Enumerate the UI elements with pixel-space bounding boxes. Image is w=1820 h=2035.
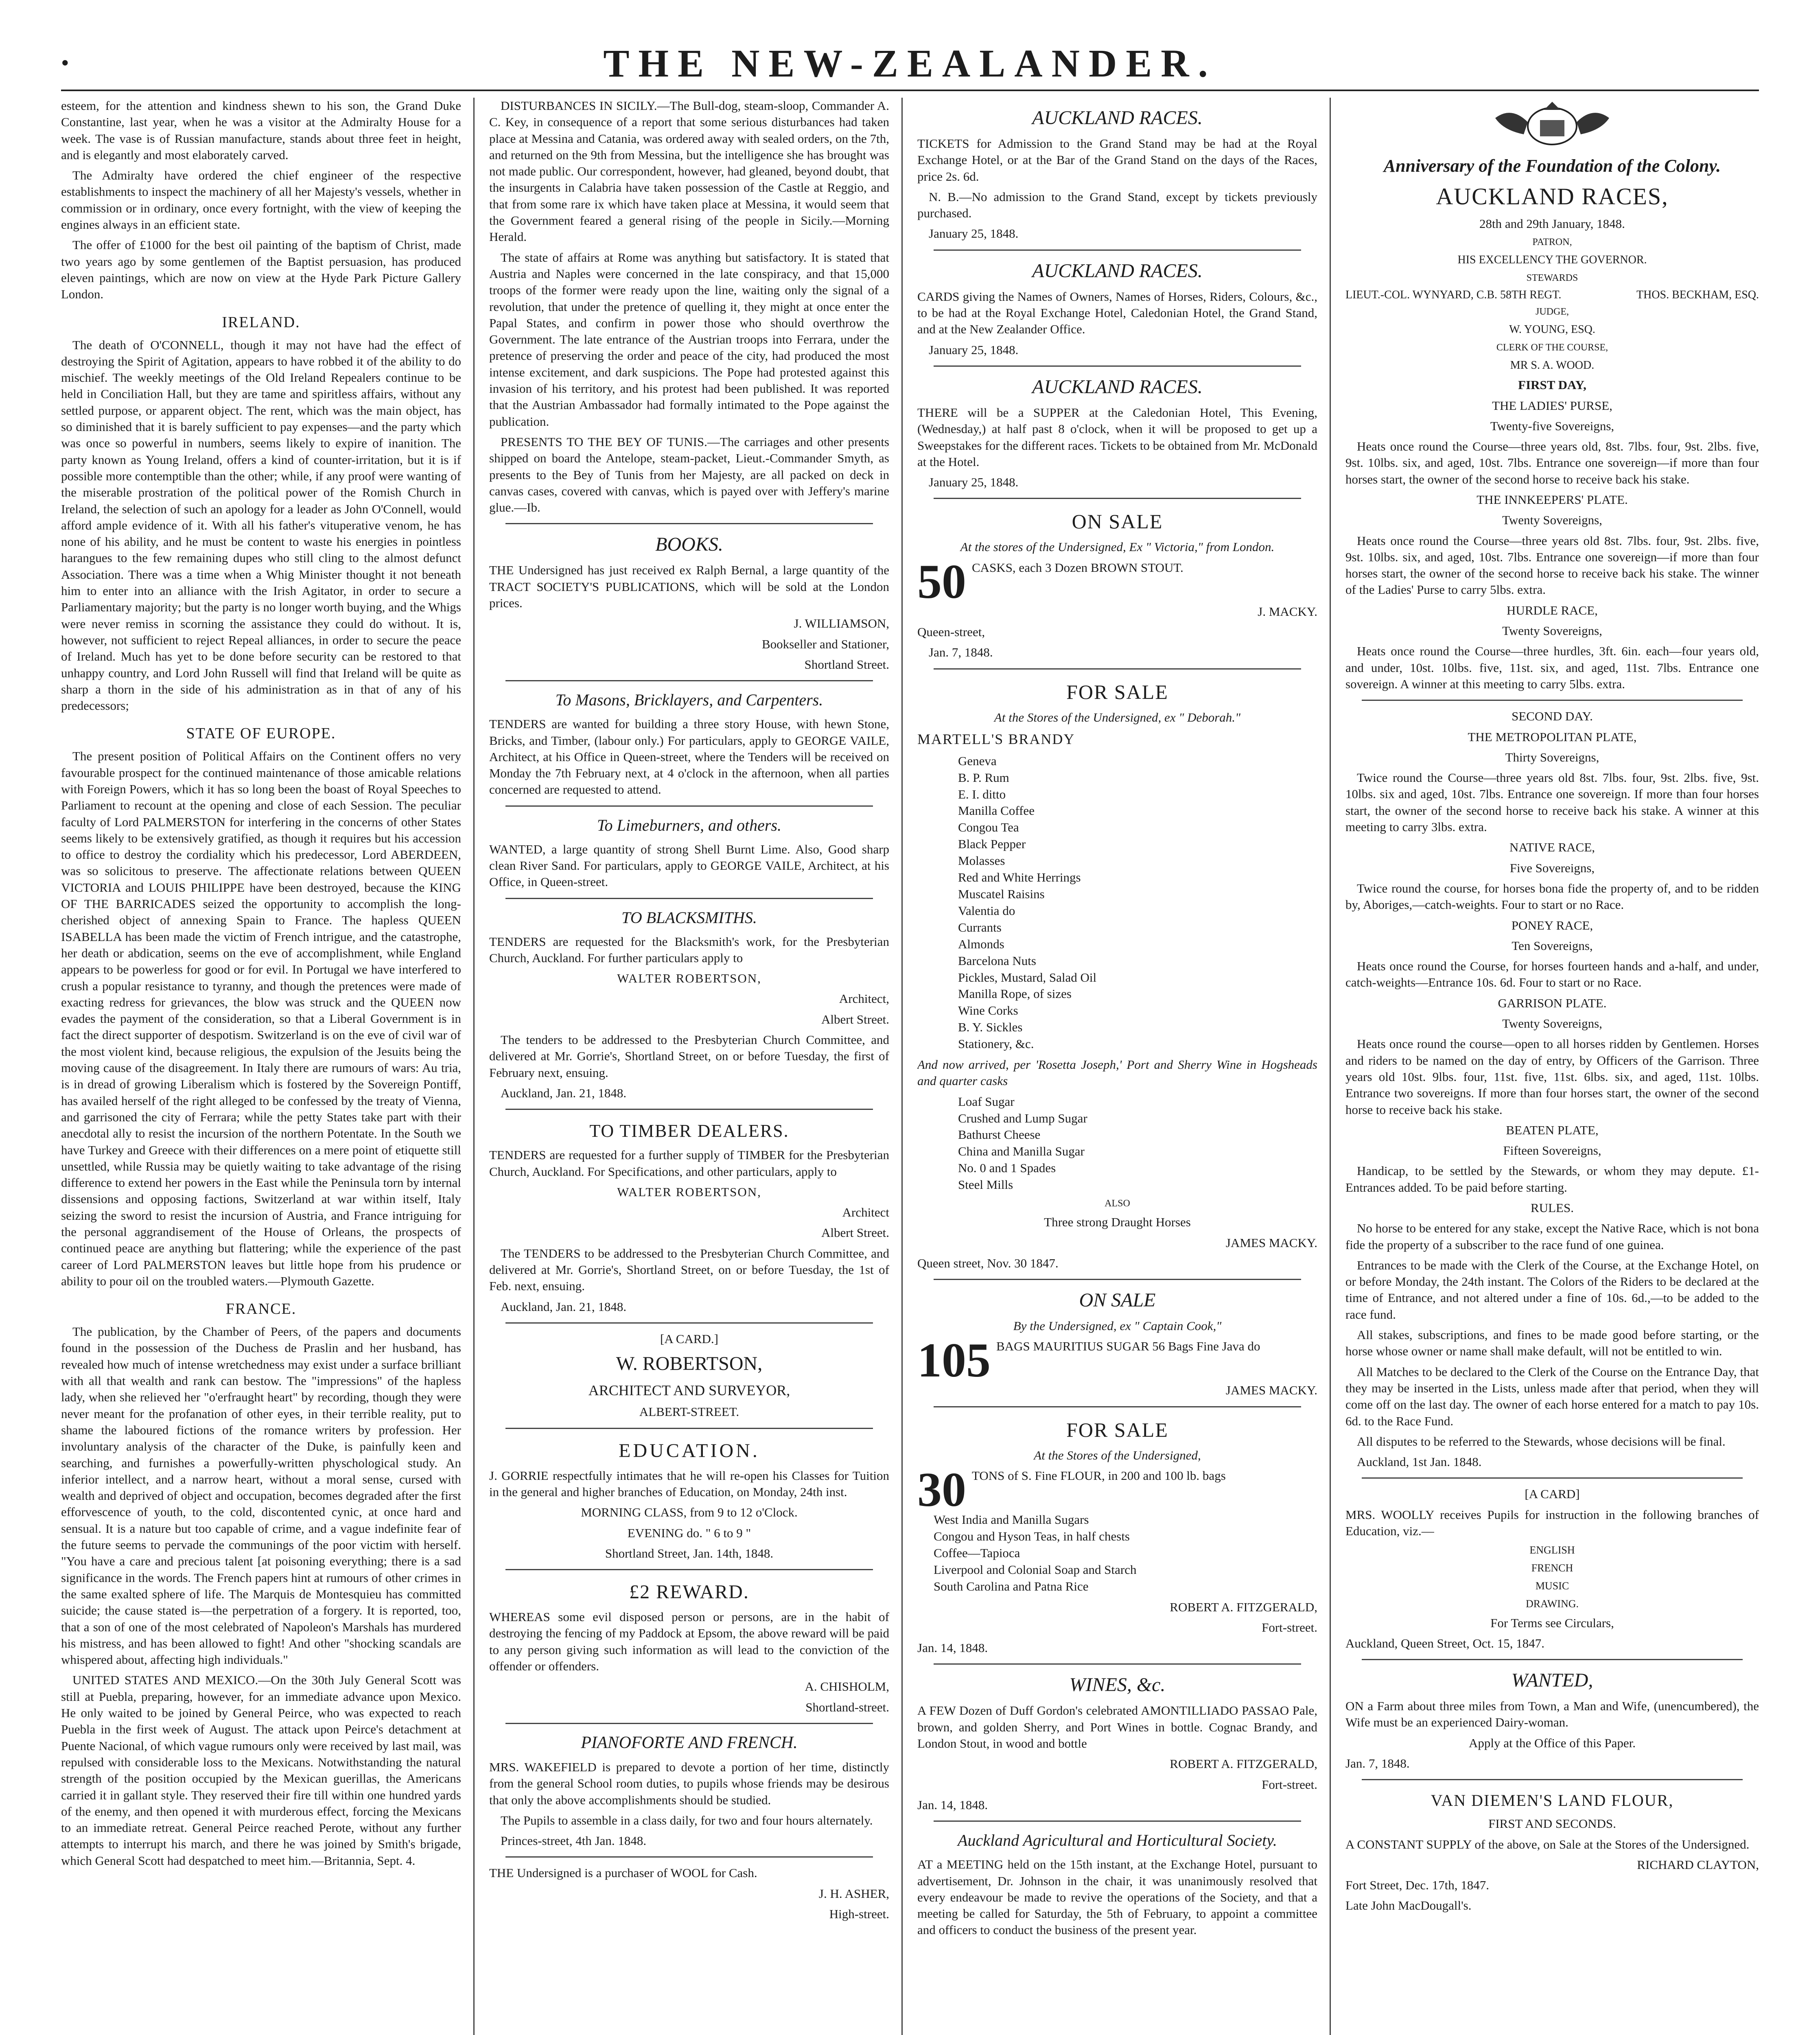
list-item: Steel Mills: [958, 1177, 1013, 1192]
article-france: The publication, by the Chamber of Peers, of the papers and documents found in the possession of the Duchess de Praslin and her husband, has revealed how much of intense wretchedness may exist under a surface brilliant with all that wealth and rank can bestow. The "impressions" of the hapless lady, when she relieved her "o'erfraught heart" by recording, though they were never meant for the profanation of other eyes, in their terrible reality, put to shame the laboured fictions of the romance writers by profession. Her involuntary analysis of the character of the Duke, is painfully keen and searching, and furnishes a powerfully-written physchological study. An inferior intellect, and a narrow heart, without a moral sense, cursed with wealth and deprived of object and occupation, becomes degraded after the first efforvescence of youth, to the cold, discontented cynic, at once hard and sensual. It is a nature but too capable of crime, and a vague indefinite fear of the future seems to pervade the communings of the poor victim with herself. "You have a care and precious talent [at poisoning everything; there is a sad significance in the words. The French papers hint at rumours of other crimes in the same exalted sphere of life. The Marquis de Montesquieu has committed suicide; the cause stated is—the perpetration of a forgery. It is reported, too, that a son of one of the most celebrated of Napoleon's Marshals has murdered his mistress, and has been allowed to fight! And other "shocking scandals are whispered about, affecting high individuals.": [61, 1324, 461, 1667]
ad-deborah-sub: At the Stores of the Undersigned, ex " Deborah.": [994, 710, 1241, 724]
list-item: Red and White Herrings: [958, 870, 1081, 885]
ad-education-date: Shortland Street, Jan. 14th, 1848.: [605, 1546, 774, 1560]
ad-heading-on-sale-sugar: ON SALE: [1079, 1289, 1156, 1311]
page-mark: •: [61, 50, 69, 76]
ad-heading-timber: TO TIMBER DEALERS.: [589, 1121, 789, 1141]
race-metropolitan-text: Twice round the Course—three years old 8st. 7lbs. four, 9st. 2lbs. five, 9st. 10lbs. six and aged, 10st. 7lbs. Entrance one sovereign. If more than four horses start, the owner of the second horse to receive back his stake. A winner at this meeting to carry 3lbs. extra.: [1345, 770, 1759, 834]
race-metropolitan-title: THE METROPOLITAN PLATE,: [1468, 729, 1637, 744]
ad-vdl-address: Late John MacDougall's.: [1345, 1898, 1472, 1913]
race-metropolitan-amount: Thirty Sovereigns,: [1505, 750, 1599, 764]
ad-races-tickets-date: January 25, 1848.: [929, 226, 1019, 241]
ad-timber-role: Architect: [842, 1205, 889, 1220]
ad-heading-pianoforte: PIANOFORTE AND FRENCH.: [581, 1733, 798, 1752]
list-item: Molasses: [958, 853, 1005, 868]
ad-flour-text: TONS of S. Fine FLOUR, in 200 and 100 lb. bags: [972, 1468, 1226, 1483]
list-item: West India and Manilla Sugars: [934, 1512, 1089, 1527]
race-poney-text: Heats once round the Course, for horses fourteen hands and a-half, and under, catch-weights—Entrance 10s. 6d. Four to start or no Race.: [1345, 959, 1759, 990]
ad-wool-address: High-street.: [829, 1907, 889, 1921]
ad-timber-body: TENDERS are requested for a further supply of TIMBER for the Presbyterian Church, Auckland. For Specifications, and other particulars, apply to: [489, 1148, 889, 1179]
list-item: No. 0 and 1 Spades: [958, 1161, 1056, 1175]
race-innkeepers-amount: Twenty Sovereigns,: [1502, 513, 1602, 527]
divider: [505, 1109, 873, 1110]
list-item: China and Manilla Sugar: [958, 1144, 1085, 1159]
race-native-text: Twice round the course, for horses bona fide the property of, and to be ridden by, Aboriges,—catch-weights. Four to start or no Race.: [1345, 881, 1759, 912]
anniversary-title: Anniversary of the Foundation of the Colony.: [1383, 156, 1721, 176]
ad-sugar-text: BAGS MAURITIUS SUGAR 56 Bags Fine Java do: [996, 1339, 1260, 1354]
newspaper-title: THE NEW-ZEALANDER.: [603, 41, 1217, 85]
divider: [505, 1723, 873, 1724]
list-item: B. P. Rum: [958, 770, 1009, 785]
article-vase: esteem, for the attention and kindness shewn to his son, the Grand Duke Constantine, last year, when he was a visitor at the Admiralty House for a week. The vase is of Russian manufacture, stands about three feet in height, and is elegantly and most elaborately carved.: [61, 98, 461, 162]
article-us-mexico: UNITED STATES AND MEXICO.—On the 30th July General Scott was still at Puebla, preparing, however, for an immediate advance upon Mexico. He only waited to be joined by General Peirce, who was expected to reach Puebla in the first week of August. The attack upon Peirce's detachment at Puente Nacional, of which vague rumours only were received by last mail, was repulsed with considerable loss to the Mexicans. Notwithstanding the natural strength of the position occupied by the Mexican guerillas, the Americans carried it in gallant style. They reserved their fire till within one hundred yards of the enemy, and then opened it with murderous effect, forcing the Mexicans to an immediate retreat. General Peirce reached Perote, without any further attempts to interrupt his march, and there he was joined by Smith's brigade, which General Scott had despatched to meet him.—Britannia, Sept. 4.: [61, 1673, 461, 1868]
ad-heading-wines: WINES, &c.: [1069, 1674, 1166, 1696]
list-item: E. I. ditto: [958, 787, 1006, 801]
ad-heading-races-cards: AUCKLAND RACES.: [1032, 260, 1203, 282]
rules-5: All disputes to be referred to the Stewards, whose decisions will be final.: [1357, 1434, 1726, 1449]
ad-sugar-quantity: 105: [917, 1333, 991, 1387]
list-item: Bathurst Cheese: [958, 1127, 1041, 1142]
steward-2: THOS. BECKHAM, ESQ.: [1636, 289, 1759, 302]
ad-races-supper-body: THERE will be a SUPPER at the Caledonian Hotel, This Evening, (Wednesday,) at half past 8 o'clock, when it will be proposed to get up a Sweepstakes for the different races. Tickets to be obtained from Mr. McDonald at the Hotel.: [917, 405, 1317, 469]
rules-date: Auckland, 1st Jan. 1848.: [1357, 1455, 1482, 1469]
ad-sugar-sub: By the Undersigned, ex " Captain Cook,": [1013, 1319, 1222, 1333]
list-item: B. Y. Sickles: [958, 1020, 1023, 1035]
divider: [934, 1279, 1301, 1280]
woolly-subject: FRENCH: [1531, 1562, 1573, 1574]
divider: [934, 1406, 1301, 1407]
article-admiralty: The Admiralty have ordered the chief engineer of the respective establishments to inspect the machinery of all her Majesty's vessels, whether in commission or in ordinary, once every fortnight, with the view of keeping the engines always in an efficient state.: [61, 168, 461, 232]
card-tag: [A CARD.]: [660, 1331, 718, 1346]
list-item: Currants: [958, 920, 1002, 934]
divider: [505, 680, 873, 681]
ad-smiths-role: Architect,: [839, 991, 889, 1006]
list-item: Crushed and Lump Sugar: [958, 1111, 1087, 1125]
ad-heading-on-sale-stout: ON SALE: [1072, 510, 1163, 533]
ad-flour-date: Jan. 14, 1848.: [917, 1641, 988, 1655]
race-native-amount: Five Sovereigns,: [1509, 860, 1595, 875]
rules-2: Entrances to be made with the Clerk of the Course, at the Exchange Hotel, on or before Monday, the 24th instant. The Colors of the Riders to be declared at the time of Entrance, and not altered under a fine of 10s. 6d.,—to be added to the race fund.: [1345, 1258, 1759, 1322]
ad-heading-races-supper: AUCKLAND RACES.: [1032, 376, 1203, 398]
judge-name: W. YOUNG, ESQ.: [1509, 323, 1595, 336]
ad-heading-reward: £2 REWARD.: [629, 1581, 749, 1603]
ad-wines-address: Fort-street.: [1262, 1777, 1317, 1792]
ad-education-evening: EVENING do. " 6 to 9 ": [627, 1525, 751, 1540]
ad-books-body: THE Undersigned has just received ex Ralph Bernal, a large quantity of the TRACT SOCIETY'S PUBLICATIONS, which will be sold at the London prices.: [489, 563, 889, 610]
ad-heading-books: BOOKS.: [655, 534, 723, 556]
list-item: Almonds: [958, 937, 1004, 951]
ad-education-body: J. GORRIE respectfully intimates that he will re-open his Classes for Tuition in the general and higher branches of Education, on Monday, 24th inst.: [489, 1468, 889, 1499]
masthead: [61, 37, 1759, 91]
ad-deborah-arrived: And now arrived, per 'Rosetta Joseph,' Port and Sherry Wine in Hogsheads and quarter casks: [917, 1057, 1317, 1088]
races-dates: 28th and 29th January, 1848.: [1479, 217, 1625, 231]
race-innkeepers-title: THE INNKEEPERS' PLATE.: [1477, 492, 1628, 507]
ad-deborah-items: [917, 753, 1317, 1053]
ad-wanted-apply: Apply at the Office of this Paper.: [1468, 1735, 1636, 1750]
rules-4: All Matches to be declared to the Clerk of the Course on the Entrance Day, that they may be inserted in the Lists, unless made after that period, when they will come off on the last day. The owner of each horse entered for a match to pay 10s. 6d. to the Race Fund.: [1345, 1364, 1759, 1428]
race-hurdle-title: HURDLE RACE,: [1507, 603, 1598, 617]
ad-sugar-signature: JAMES MACKY.: [1225, 1383, 1317, 1398]
list-item: Black Pepper: [958, 837, 1026, 851]
list-item: Barcelona Nuts: [958, 953, 1036, 968]
column-4: [1345, 98, 1759, 2035]
woolly-terms: For Terms see Circulars,: [1490, 1615, 1614, 1630]
race-poney-title: PONEY RACE,: [1511, 918, 1593, 932]
list-item: Manilla Coffee: [958, 803, 1035, 818]
article-ireland: The death of O'CONNELL, though it may not have had the effect of destroying the Spirit of Agitation, appears to have robbed it of the ability to do mischief. The weekly meetings of the Old Ireland Repealers continue to be held in Conciliation Hall, but they are tame and spiritless affairs, without any settled purpose, or apparent object. The rent, which was the main object, has so diminished that it is barely sufficient to pay expenses—and the party which was once so powerful in numbers, seems likely to expire of inanition. The party known as Young Ireland, offers a kind of counter-irritation, but it is if possible more contemptible than the other; while, if any proof were wanting of the miserable prostration of the political power of the Romish Church in Ireland, the selection of such an apology for a leader as John O'Connell, would afford ample evidence of it. With all his father's vituperative venom, he has none of his ability, and he must be content to waste his energies in pointless harangues to the few remaining dupes who still cling to the almost defunct Association. There was a time when a Whig Minister thought it not beneath him to enter into an alliance with the Irish Agitator, in order to secure a Parliamentary majority; but the party is no longer worth buying, and the Whigs were never remiss in scorning the assistance they could do without. It is, however, not sufficient to reject Repeal alliances, in order to secure the peace of Ireland. Much has yet to be done before security can be restored to that unhappy country, and Lord John Russell will find that Ireland will be quite as sharp a thorn in the side of his administration as in that of any of his predecessors;: [61, 337, 461, 713]
ad-wool-body: THE Undersigned is a purchaser of WOOL for Cash.: [489, 1866, 757, 1880]
day-1-label: FIRST DAY,: [1518, 378, 1586, 392]
patron-name: HIS EXCELLENCY THE GOVERNOR.: [1457, 254, 1647, 267]
ad-lime-body: WANTED, a large quantity of strong Shell Burnt Lime. Also, Good sharp clean River Sand. For particulars, apply to GEORGE VAILE, Architect, at his Office, in Queen-street.: [489, 842, 889, 889]
divider: [934, 1821, 1301, 1822]
divider: [934, 1663, 1301, 1665]
ad-heading-for-sale-flour: FOR SALE: [1066, 1418, 1168, 1441]
ad-flour-sub: At the Stores of the Undersigned,: [1034, 1448, 1201, 1462]
ad-stout-signature: J. MACKY.: [1258, 604, 1317, 619]
ad-stout-quantity: 50: [917, 554, 966, 608]
ad-races-tickets-body: TICKETS for Admission to the Grand Stand may be had at the Royal Exchange Hotel, or at the Bar of the Grand Stand on the days of the Races, price 2s. 6d.: [917, 136, 1317, 184]
race-beaten-title: BEATEN PLATE,: [1506, 1123, 1599, 1137]
ad-wanted-body: ON a Farm about three miles from Town, a Man and Wife, (unencumbered), the Wife must be an experienced Dairy-woman.: [1345, 1699, 1759, 1730]
race-ladies-text: Heats once round the Course—three years old, 8st. 7lbs. four, 9st. 2lbs. five, 9st. 10lbs. six, and aged, 10st. 7lbs. Entrance one sovereign—if more than four horses start, the owner of the second horse to receive back his stake.: [1345, 439, 1759, 486]
ad-flour-items: [917, 1512, 1317, 1595]
ad-timber-date: Auckland, Jan. 21, 1848.: [501, 1299, 627, 1314]
clerk-name: MR S. A. WOOD.: [1510, 359, 1595, 372]
article-painting: The offer of £1000 for the best oil painting of the baptism of Christ, made two years ago by some gentlemen of the Baptist persuasion, has produced eleven paintings, which are now on view at the Hyde Park Picture Gallery London.: [61, 238, 461, 302]
ad-heading-for-sale-deborah: FOR SALE: [1066, 680, 1168, 703]
rules-heading: RULES.: [1531, 1200, 1574, 1215]
ad-races-tickets-nb: N. B.—No admission to the Grand Stand, except by tickets previously purchased.: [917, 189, 1317, 221]
ad-flour-quantity: 30: [917, 1462, 966, 1517]
races-title: AUCKLAND RACES,: [1436, 183, 1669, 210]
article-sicily: DISTURBANCES IN SICILY.—The Bull-dog, steam-sloop, Commander A. C. Key, in consequence of a report that some serious disturbances had taken place at Messina and Catania, was ordered away with sealed orders, on the 7th, and returned on the 9th from Messina, but the intelligence she has brought was not made public. Our correspondent, however, had gleaned, beyond doubt, that the insurgents in Calabria have taken possession of the Castle at Reggio, and that from some rare ix which have taken place at Messina, it would seem that the Government feared a general rising of the people in Sicily.—Morning Herald.: [489, 98, 889, 244]
ad-reward-address: Shortland-street.: [805, 1700, 889, 1714]
race-beaten-text: Handicap, to be settled by the Stewards, or whom they may depute. £1-Entrances added. To be paid before starting.: [1345, 1164, 1759, 1195]
ad-heading-limeburners: To Limeburners, and others.: [597, 816, 782, 834]
ad-sugar-body: [917, 1333, 1317, 1387]
ad-flour-address: Fort-street.: [1262, 1620, 1317, 1635]
ad-deborah-date: Queen street, Nov. 30 1847.: [917, 1256, 1059, 1270]
ad-heading-races-tickets: AUCKLAND RACES.: [1032, 107, 1203, 129]
day-2-label: SECOND DAY.: [1512, 709, 1593, 724]
ad-heading-education: EDUCATION.: [619, 1440, 760, 1462]
woolly-subject: DRAWING.: [1525, 1597, 1579, 1610]
list-item: Loaf Sugar: [958, 1094, 1015, 1109]
judge-label: JUDGE,: [1536, 306, 1569, 317]
divider: [505, 1428, 873, 1429]
ad-masons-body: TENDERS are wanted for building a three story House, with hewn Stone, Bricks, and Timber, (labour only.) For particulars, apply to GEORGE VAILE, Architect, at his Office in Queen-street, where the Tenders will be received on Monday the 7th February next, at 4 o'clock in the afternoon, when all parties concerned are requested to attend.: [489, 717, 889, 797]
ad-wines-body: A FEW Dozen of Duff Gordon's celebrated AMONTILLIADO PASSAO Pale, brown, and golden Sherry, and Port Wines in bottle. Cognac Brandy, and London Stout, in wood and bottle: [917, 1703, 1317, 1751]
ad-timber-signature: WALTER ROBERTSON,: [617, 1184, 761, 1199]
patron-label: PATRON,: [1532, 237, 1572, 248]
list-item: Wine Corks: [958, 1003, 1018, 1018]
list-item: Manilla Rope, of sizes: [958, 987, 1072, 1001]
ad-heading-masons: To Masons, Bricklayers, and Carpenters.: [555, 691, 823, 709]
stewards-label: STEWARDS: [1526, 272, 1578, 283]
ad-stout-body: [917, 554, 1317, 608]
divider: [505, 1856, 873, 1858]
ad-heading-vdl-flour: VAN DIEMEN'S LAND FLOUR,: [1431, 1791, 1674, 1810]
race-hurdle-amount: Twenty Sovereigns,: [1502, 624, 1602, 638]
ad-deborah-lead: MARTELL'S BRANDY: [917, 731, 1075, 747]
article-europe: The present position of Political Affairs on the Continent offers no very favourable prospect for the continued maintenance of those amicable relations with Foreign Powers, which it has so long been the boast of Royal Speeches to Parliament to recount at the opening and close of each Session. The peculiar faculty of Lord PALMERSTON for interfering in the concerns of other States seems likely to be extensively gratified, as though it requires but his accession to office to destroy the cordiality which his predecessor, Lord ABERDEEN, was so solicitous to preserve. The affectionate relations between QUEEN VICTORIA and LOUIS PHILIPPE have been destroyed, because the KING OF THE BARRICADES seized the opportunity to accomplish the long-cherished object of annexing Spain to France. The hapless QUEEN ISABELLA has been made the victim of French intrigue, and the catastrophe, her death or abdication, seems on the eve of accomplishment, while England appears to be powerless for good or for evil. In Portugal we have interfered to crush a popular resistance to tyranny, and though the pretences were made of exacting redress for grievances, the blow was struck and the QUEEN now evades the payment of the consideration, so that a Liberal Government is in fact the direct supporter of despotism. Switzerland is on the eve of civil war of the most violent kind, because religious, the expulsion of the Jesuits being the moving cause of the disagreement. In Italy there are rumours of wars: Au tria, is in dread of growing Liberalism which is fostered by the Sovereign Pontiff, has availed herself of the right alleged to be confessed by the treaty of Vienna, and garrisoned the city of Ferrara; while the petty States take part with their anecdotal ally to resist the incursion of the northern Potentate. In the South we have Turkey and Greece with their differences on a mere point of etiquette still unsettled, while Russia may be quietly waiting to take advantage of the rising difference to extend her powers in the East while the Peninsula torn by internal dissensions and opposing factions, Switzerland at war within itself, Italy seizing the sword to resist the incursion of Austria, and France intriguing for the personal aggrandisement of the House of Orleans, the prospects of continued peace are anything but flattering; while the experience of the past career of Lord PALMERSTON leaves but little hope from his prudence or ability to pour oil on the troubled waters.—Plymouth Gazette.: [61, 749, 461, 1288]
article-tunis: PRESENTS TO THE BEY OF TUNIS.—The carriages and other presents shipped on board the Antelope, steam-packet, Lieut.-Commander Smyth, as presents to the Bey of Tunis from her Majesty, are all packed on deck in canvas cases, covered with canvas, which is payed over with Jeffery's marine glue.—Ib.: [489, 434, 889, 515]
ad-heading-agricultural: Auckland Agricultural and Horticultural Society.: [958, 1831, 1277, 1850]
list-item: Coffee—Tapioca: [934, 1545, 1020, 1560]
steward-1: LIEUT.-COL. WYNYARD, C.B. 58TH REGT.: [1345, 289, 1562, 302]
rules-1: No horse to be entered for any stake, except the Native Race, which is not bona fide the property of a subscriber to the race fund of one guinea.: [1345, 1221, 1759, 1252]
ad-stout-text: CASKS, each 3 Dozen BROWN STOUT.: [972, 560, 1183, 575]
woolly-subject: MUSIC: [1535, 1580, 1569, 1592]
ad-deborah-horses: Three strong Draught Horses: [1044, 1215, 1191, 1230]
list-item: Liverpool and Colonial Soap and Starch: [934, 1562, 1137, 1577]
ad-vdl-sub: FIRST AND SECONDS.: [1488, 1816, 1616, 1831]
ad-reward-signature: A. CHISHOLM,: [805, 1679, 889, 1694]
list-item: Stationery, &c.: [958, 1037, 1034, 1051]
divider: [505, 1569, 873, 1570]
race-native-title: NATIVE RACE,: [1509, 840, 1595, 855]
ad-races-supper-date: January 25, 1848.: [929, 475, 1019, 490]
list-item: Congou Tea: [958, 820, 1019, 835]
list-item: Pickles, Mustard, Salad Oil: [958, 970, 1097, 985]
ad-stout-address: Queen-street,: [917, 625, 985, 639]
woolly-date: Auckland, Queen Street, Oct. 15, 1847.: [1345, 1636, 1544, 1650]
ad-flour-signature: ROBERT A. FITZGERALD,: [1170, 1600, 1317, 1614]
ad-books-signature: J. WILLIAMSON,: [794, 616, 889, 631]
ad-races-cards-date: January 25, 1848.: [929, 342, 1019, 357]
race-ladies-title: THE LADIES' PURSE,: [1492, 398, 1612, 413]
ad-piano-date: Princes-street, 4th Jan. 1848.: [501, 1834, 647, 1848]
ad-education-morning: MORNING CLASS, from 9 to 12 o'Clock.: [581, 1505, 798, 1520]
divider: [1362, 1477, 1743, 1479]
ad-wines-date: Jan. 14, 1848.: [917, 1797, 988, 1812]
race-garrison-text: Heats once round the course—open to all horses ridden by Gentlemen. Horses and riders to be named on the day of entry, by Officers of the Garrison. Three years old 10st. 9lbs. four, 11st. five, 11st. 6lbs. six, and aged, 11st. 10lbs. Entrance two sovereigns. If more than four horses start, the owner of the second horse to receive back his stake.: [1345, 1037, 1759, 1117]
column-2: [489, 98, 903, 2035]
list-item: Geneva: [958, 753, 997, 768]
card-address: ALBERT-STREET.: [639, 1405, 739, 1419]
list-item: Valentia do: [958, 903, 1015, 918]
ad-smiths-address: Albert Street.: [821, 1012, 889, 1026]
column-1: [61, 98, 475, 2035]
ad-races-cards-body: CARDS giving the Names of Owners, Names of Horses, Riders, Colours, &c., to be had at the Royal Exchange Hotel, Caledonian Hotel, the Grand Stand, and at the New Zealander Office.: [917, 289, 1317, 337]
ad-deborah-signature: JAMES MACKY.: [1225, 1235, 1317, 1250]
article-naples: The state of affairs at Rome was anything but satisfactory. It is stated that Austria and Naples were concerned in the late conspiracy, and that 15,000 troops of the former were ready upon the line, waiting only the signal of a revolution, that under the pretence of quelling it, they might at once enter the Papal States, and confirm in power those who should overthrow the Government. The late entrance of the Austrian troops into Ferrara, under the pretence of preserving the order and peace of the city, had produced the most intense excitement, and dark suspicions. The Pope had protested against this invasion of his territory, and his protest had been published. It was reported that the Austrian Ambassador had formally intimated to the Pope against the publication.: [489, 250, 889, 429]
ad-smiths-date: Auckland, Jan. 21, 1848.: [501, 1085, 627, 1100]
divider: [505, 523, 873, 524]
ad-timber-note: The TENDERS to be addressed to the Presbyterian Church Committee, and delivered at Mr. Gorrie's, Shortland Street, on or before Tuesday, the 1st of Feb. next, ensuing.: [489, 1246, 889, 1293]
race-ladies-amount: Twenty-five Sovereigns,: [1490, 418, 1614, 433]
ad-smiths-body: TENDERS are requested for the Blacksmith's work, for the Presbyterian Church, Auckland. For further particulars apply to: [489, 934, 889, 965]
ad-wool-signature: J. H. ASHER,: [818, 1886, 889, 1901]
woolly-card-tag: [A CARD]: [1525, 1487, 1580, 1501]
ad-piano-note: The Pupils to assemble in a class daily, for two and four hours alternately.: [501, 1813, 873, 1827]
card-name: W. ROBERTSON,: [616, 1353, 763, 1375]
ad-timber-address: Albert Street.: [821, 1225, 889, 1240]
ad-piano-body: MRS. WAKEFIELD is prepared to devote a portion of her time, distinctly from the general School room duties, to pupils whose friends may be desirous that only the above accomplishments should be studied.: [489, 1759, 889, 1807]
list-item: Congou and Hyson Teas, in half chests: [934, 1529, 1130, 1543]
race-hurdle-text: Heats once round the Course—three hurdles, 3ft. 6in. each—four years old, and under, 10st. 10lbs. five, 11st. six, and aged, 11st. 7lbs. Entrance one sovereign. A winner at this meeting to carry 5lbs. extra.: [1345, 644, 1759, 691]
divider: [1362, 700, 1743, 701]
race-beaten-amount: Fifteen Sovereigns,: [1503, 1143, 1601, 1158]
section-heading-france: FRANCE.: [225, 1300, 297, 1318]
section-heading-ireland: IRELAND.: [222, 313, 300, 331]
divider: [934, 249, 1301, 251]
ad-books-role: Bookseller and Stationer,: [762, 637, 889, 651]
ad-deborah-also: ALSO: [1105, 1198, 1130, 1209]
ad-reward-body: WHEREAS some evil disposed person or persons, are in the habit of destroying the fencing of my Paddock at Epsom, the above reward will be paid to any person giving such information as will lead to the conviction of the offender or offenders.: [489, 1610, 889, 1674]
ad-stout-date: Jan. 7, 1848.: [929, 645, 993, 660]
ad-flour-body: [917, 1462, 1317, 1517]
divider: [505, 898, 873, 899]
divider: [934, 668, 1301, 670]
divider: [1362, 1659, 1743, 1660]
divider: [505, 1322, 873, 1324]
divider: [1362, 1779, 1743, 1780]
ad-smiths-signature: WALTER ROBERTSON,: [617, 971, 761, 986]
ad-vdl-body: A CONSTANT SUPPLY of the above, on Sale at the Stores of the Undersigned.: [1345, 1837, 1750, 1851]
ad-wines-signature: ROBERT A. FITZGERALD,: [1170, 1757, 1317, 1771]
rules-3: All stakes, subscriptions, and fines to be made good before starting, or the horse whose owner or name shall make default, will not be entitled to win.: [1345, 1328, 1759, 1359]
coat-of-arms-icon: [1479, 98, 1625, 147]
ad-heading-wanted: WANTED,: [1511, 1670, 1593, 1691]
race-garrison-amount: Twenty Sovereigns,: [1502, 1016, 1602, 1031]
ad-deborah-items-2: [917, 1094, 1317, 1193]
ad-stout-sub: At the stores of the Undersigned, Ex " Victoria," from London.: [960, 540, 1275, 554]
columns: [61, 98, 1759, 2035]
race-poney-amount: Ten Sovereigns,: [1512, 938, 1593, 953]
ad-agricultural-body: AT a MEETING held on the 15th instant, at the Exchange Hotel, pursuant to advertisement, Dr. Johnson in the chair, it was unanimously resolved that every endeavour be made to revive the operations of the Society, and that a meeting be called for Saturday, the 5th of February, to appoint a committee and officers to conduct the business of the present year.: [917, 1857, 1317, 1937]
divider: [934, 365, 1301, 367]
ad-heading-blacksmiths: TO BLACKSMITHS.: [621, 908, 757, 927]
divider: [505, 805, 873, 807]
clerk-label: CLERK OF THE COURSE,: [1496, 342, 1608, 353]
ad-wanted-date: Jan. 7, 1848.: [1345, 1756, 1410, 1770]
race-garrison-title: GARRISON PLATE.: [1498, 996, 1607, 1010]
list-item: Muscatel Raisins: [958, 886, 1045, 901]
ad-books-address: Shortland Street.: [804, 657, 889, 672]
divider: [934, 498, 1301, 499]
ad-vdl-signature: RICHARD CLAYTON,: [1637, 1857, 1759, 1872]
woolly-subject: ENGLISH: [1529, 1544, 1575, 1556]
list-item: South Carolina and Patna Rice: [934, 1579, 1089, 1593]
stewards: [1345, 289, 1759, 302]
woolly-body: MRS. WOOLLY receives Pupils for instruction in the following branches of Education, viz.—: [1345, 1507, 1759, 1538]
ad-vdl-date: Fort Street, Dec. 17th, 1847.: [1345, 1878, 1490, 1893]
column-3: [917, 98, 1331, 2035]
ad-smiths-note: The tenders to be addressed to the Presbyterian Church Committee, and delivered at Mr. Gorrie's, Shortland Street, on or before Tuesday, the first of February next, ensuing.: [489, 1033, 889, 1080]
section-heading-europe: STATE OF EUROPE.: [186, 725, 336, 742]
race-innkeepers-text: Heats once round the Course—three years old 8st. 7lbs. four, 9st. 2lbs. five, 9st. 10lbs. six, and aged, 10st. 7lbs. Entrance one sovereign—if more than four horses start, the owner of the second horse to receive back his stake. The winner of the Ladies' Purse to carry 5lbs. extra.: [1345, 533, 1759, 597]
card-role: ARCHITECT AND SURVEYOR,: [588, 1382, 790, 1398]
